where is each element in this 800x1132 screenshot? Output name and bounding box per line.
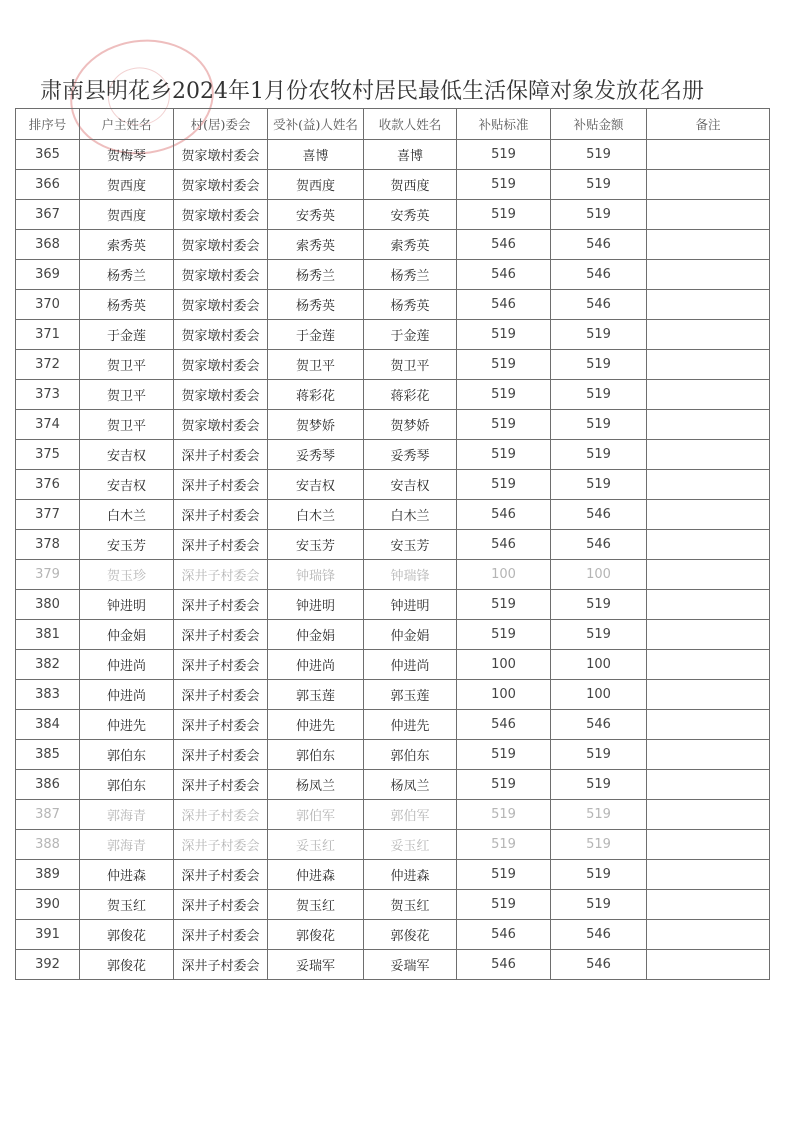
cell-household-head: 贺西度 — [80, 200, 174, 230]
cell-village-committee: 贺家墩村委会 — [174, 260, 268, 290]
cell-village-committee: 深井子村委会 — [174, 560, 268, 590]
table-row — [16, 920, 770, 950]
cell-subsidy-amount: 519 — [551, 470, 647, 500]
cell-village-committee: 深井子村委会 — [174, 470, 268, 500]
cell-household-head: 郭俊花 — [80, 950, 174, 980]
cell-payee: 钟瑞锋 — [364, 560, 457, 590]
cell-sequence: 367 — [16, 200, 80, 230]
cell-remarks — [647, 800, 770, 830]
cell-subsidy-amount: 546 — [551, 230, 647, 260]
cell-beneficiary: 于金莲 — [268, 320, 364, 350]
cell-village-committee: 深井子村委会 — [174, 440, 268, 470]
cell-household-head: 贺卫平 — [80, 380, 174, 410]
cell-subsidy-amount: 519 — [551, 440, 647, 470]
cell-beneficiary: 贺卫平 — [268, 350, 364, 380]
cell-beneficiary: 郭玉莲 — [268, 680, 364, 710]
cell-household-head: 安玉芳 — [80, 530, 174, 560]
table-row — [16, 170, 770, 200]
cell-sequence: 379 — [16, 560, 80, 590]
table-row — [16, 890, 770, 920]
cell-beneficiary: 钟进明 — [268, 590, 364, 620]
cell-sequence: 389 — [16, 860, 80, 890]
cell-household-head: 杨秀兰 — [80, 260, 174, 290]
cell-beneficiary: 妥秀琴 — [268, 440, 364, 470]
cell-remarks — [647, 170, 770, 200]
cell-payee: 蒋彩花 — [364, 380, 457, 410]
cell-payee: 贺卫平 — [364, 350, 457, 380]
cell-beneficiary: 仲进先 — [268, 710, 364, 740]
cell-household-head: 仲进先 — [80, 710, 174, 740]
cell-beneficiary: 安玉芳 — [268, 530, 364, 560]
cell-household-head: 贺玉红 — [80, 890, 174, 920]
cell-beneficiary: 钟瑞锋 — [268, 560, 364, 590]
cell-payee: 安吉权 — [364, 470, 457, 500]
cell-subsidy-amount: 519 — [551, 890, 647, 920]
cell-village-committee: 贺家墩村委会 — [174, 290, 268, 320]
cell-remarks — [647, 950, 770, 980]
cell-subsidy-standard: 519 — [457, 140, 551, 170]
cell-subsidy-standard: 546 — [457, 500, 551, 530]
cell-payee: 索秀英 — [364, 230, 457, 260]
cell-sequence: 392 — [16, 950, 80, 980]
cell-village-committee: 深井子村委会 — [174, 890, 268, 920]
cell-village-committee: 贺家墩村委会 — [174, 350, 268, 380]
cell-household-head: 索秀英 — [80, 230, 174, 260]
cell-subsidy-amount: 546 — [551, 530, 647, 560]
cell-village-committee: 深井子村委会 — [174, 620, 268, 650]
cell-subsidy-standard: 519 — [457, 200, 551, 230]
cell-subsidy-amount: 546 — [551, 920, 647, 950]
cell-subsidy-standard: 519 — [457, 320, 551, 350]
cell-subsidy-amount: 519 — [551, 380, 647, 410]
cell-subsidy-amount: 519 — [551, 860, 647, 890]
cell-payee: 郭伯军 — [364, 800, 457, 830]
table-row — [16, 290, 770, 320]
cell-sequence: 368 — [16, 230, 80, 260]
cell-payee: 安玉芳 — [364, 530, 457, 560]
cell-sequence: 372 — [16, 350, 80, 380]
cell-payee: 于金莲 — [364, 320, 457, 350]
table-row — [16, 500, 770, 530]
cell-remarks — [647, 710, 770, 740]
cell-subsidy-standard: 519 — [457, 830, 551, 860]
document-title: 肃南县明花乡2024年1月份农牧村居民最低生活保障对象发放花名册 — [40, 79, 704, 104]
table-row — [16, 470, 770, 500]
cell-village-committee: 深井子村委会 — [174, 500, 268, 530]
cell-beneficiary: 杨秀英 — [268, 290, 364, 320]
cell-household-head: 贺卫平 — [80, 410, 174, 440]
cell-village-committee: 贺家墩村委会 — [174, 170, 268, 200]
cell-remarks — [647, 560, 770, 590]
cell-subsidy-standard: 519 — [457, 740, 551, 770]
cell-beneficiary: 郭伯东 — [268, 740, 364, 770]
cell-village-committee: 贺家墩村委会 — [174, 230, 268, 260]
cell-remarks — [647, 290, 770, 320]
cell-sequence: 376 — [16, 470, 80, 500]
cell-village-committee: 深井子村委会 — [174, 860, 268, 890]
cell-subsidy-amount: 519 — [551, 740, 647, 770]
cell-village-committee: 深井子村委会 — [174, 590, 268, 620]
cell-subsidy-standard: 546 — [457, 950, 551, 980]
cell-subsidy-standard: 519 — [457, 380, 551, 410]
table-row — [16, 260, 770, 290]
cell-village-committee: 贺家墩村委会 — [174, 380, 268, 410]
cell-subsidy-standard: 519 — [457, 590, 551, 620]
cell-subsidy-amount: 100 — [551, 680, 647, 710]
cell-payee: 杨秀兰 — [364, 260, 457, 290]
cell-remarks — [647, 410, 770, 440]
cell-payee: 杨凤兰 — [364, 770, 457, 800]
cell-household-head: 郭伯东 — [80, 740, 174, 770]
cell-beneficiary: 贺玉红 — [268, 890, 364, 920]
cell-remarks — [647, 500, 770, 530]
cell-subsidy-amount: 546 — [551, 950, 647, 980]
cell-sequence: 387 — [16, 800, 80, 830]
cell-payee: 杨秀英 — [364, 290, 457, 320]
cell-subsidy-standard: 546 — [457, 290, 551, 320]
table-row — [16, 590, 770, 620]
table-row — [16, 830, 770, 860]
cell-household-head: 贺卫平 — [80, 350, 174, 380]
cell-sequence: 375 — [16, 440, 80, 470]
cell-beneficiary: 索秀英 — [268, 230, 364, 260]
cell-subsidy-standard: 519 — [457, 470, 551, 500]
cell-subsidy-standard: 546 — [457, 530, 551, 560]
cell-subsidy-standard: 519 — [457, 890, 551, 920]
cell-payee: 贺玉红 — [364, 890, 457, 920]
cell-household-head: 郭海青 — [80, 830, 174, 860]
cell-beneficiary: 仲进尚 — [268, 650, 364, 680]
column-header-subsidy-amount: 补贴金额 — [551, 109, 647, 140]
cell-village-committee: 贺家墩村委会 — [174, 410, 268, 440]
cell-subsidy-amount: 519 — [551, 770, 647, 800]
cell-subsidy-standard: 546 — [457, 260, 551, 290]
cell-beneficiary: 杨秀兰 — [268, 260, 364, 290]
cell-subsidy-amount: 519 — [551, 590, 647, 620]
cell-beneficiary: 安秀英 — [268, 200, 364, 230]
cell-payee: 妥瑞军 — [364, 950, 457, 980]
cell-village-committee: 深井子村委会 — [174, 740, 268, 770]
table-row — [16, 950, 770, 980]
cell-sequence: 371 — [16, 320, 80, 350]
cell-payee: 白木兰 — [364, 500, 457, 530]
cell-beneficiary: 安吉权 — [268, 470, 364, 500]
cell-sequence: 390 — [16, 890, 80, 920]
cell-village-committee: 深井子村委会 — [174, 800, 268, 830]
cell-subsidy-standard: 546 — [457, 230, 551, 260]
table-row — [16, 230, 770, 260]
table-row — [16, 740, 770, 770]
cell-subsidy-standard: 100 — [457, 650, 551, 680]
cell-subsidy-amount: 100 — [551, 560, 647, 590]
cell-household-head: 贺西度 — [80, 170, 174, 200]
cell-household-head: 贺梅琴 — [80, 140, 174, 170]
cell-sequence: 391 — [16, 920, 80, 950]
table-row — [16, 560, 770, 590]
table-row — [16, 530, 770, 560]
cell-remarks — [647, 230, 770, 260]
cell-household-head: 仲进尚 — [80, 680, 174, 710]
cell-remarks — [647, 530, 770, 560]
cell-subsidy-amount: 546 — [551, 710, 647, 740]
cell-sequence: 365 — [16, 140, 80, 170]
cell-payee: 郭伯东 — [364, 740, 457, 770]
cell-subsidy-standard: 100 — [457, 680, 551, 710]
cell-remarks — [647, 890, 770, 920]
cell-household-head: 郭海青 — [80, 800, 174, 830]
cell-beneficiary: 白木兰 — [268, 500, 364, 530]
cell-subsidy-standard: 519 — [457, 170, 551, 200]
allowance-roster-table — [15, 108, 770, 980]
cell-sequence: 384 — [16, 710, 80, 740]
cell-remarks — [647, 140, 770, 170]
table-row — [16, 800, 770, 830]
table-row — [16, 620, 770, 650]
cell-subsidy-amount: 519 — [551, 410, 647, 440]
column-header-subsidy-standard: 补贴标准 — [457, 109, 551, 140]
cell-subsidy-amount: 546 — [551, 500, 647, 530]
cell-sequence: 369 — [16, 260, 80, 290]
cell-remarks — [647, 830, 770, 860]
cell-remarks — [647, 920, 770, 950]
cell-beneficiary: 郭伯军 — [268, 800, 364, 830]
cell-remarks — [647, 860, 770, 890]
cell-village-committee: 深井子村委会 — [174, 950, 268, 980]
table-row — [16, 140, 770, 170]
column-header-payee: 收款人姓名 — [364, 109, 457, 140]
cell-subsidy-amount: 519 — [551, 800, 647, 830]
cell-payee: 郭玉莲 — [364, 680, 457, 710]
cell-remarks — [647, 650, 770, 680]
table-header-row — [16, 109, 770, 140]
cell-beneficiary: 仲进森 — [268, 860, 364, 890]
cell-remarks — [647, 440, 770, 470]
cell-beneficiary: 妥玉红 — [268, 830, 364, 860]
cell-remarks — [647, 620, 770, 650]
cell-remarks — [647, 200, 770, 230]
table-row — [16, 860, 770, 890]
cell-subsidy-amount: 519 — [551, 620, 647, 650]
cell-payee: 妥玉红 — [364, 830, 457, 860]
cell-subsidy-standard: 519 — [457, 410, 551, 440]
table-row — [16, 650, 770, 680]
cell-remarks — [647, 590, 770, 620]
cell-sequence: 383 — [16, 680, 80, 710]
table-row — [16, 770, 770, 800]
cell-subsidy-standard: 546 — [457, 710, 551, 740]
column-header-sequence: 排序号 — [16, 109, 80, 140]
cell-remarks — [647, 740, 770, 770]
cell-remarks — [647, 260, 770, 290]
table-row — [16, 710, 770, 740]
cell-payee: 贺梦娇 — [364, 410, 457, 440]
cell-payee: 妥秀琴 — [364, 440, 457, 470]
cell-sequence: 377 — [16, 500, 80, 530]
cell-subsidy-amount: 546 — [551, 290, 647, 320]
cell-payee: 仲金娟 — [364, 620, 457, 650]
cell-sequence: 370 — [16, 290, 80, 320]
cell-subsidy-amount: 519 — [551, 140, 647, 170]
cell-beneficiary: 郭俊花 — [268, 920, 364, 950]
cell-subsidy-standard: 519 — [457, 860, 551, 890]
cell-sequence: 373 — [16, 380, 80, 410]
cell-village-committee: 深井子村委会 — [174, 650, 268, 680]
cell-sequence: 386 — [16, 770, 80, 800]
cell-sequence: 381 — [16, 620, 80, 650]
cell-subsidy-amount: 519 — [551, 170, 647, 200]
cell-payee: 安秀英 — [364, 200, 457, 230]
cell-beneficiary: 贺西度 — [268, 170, 364, 200]
cell-sequence: 382 — [16, 650, 80, 680]
cell-subsidy-standard: 100 — [457, 560, 551, 590]
cell-village-committee: 深井子村委会 — [174, 920, 268, 950]
cell-village-committee: 深井子村委会 — [174, 830, 268, 860]
table-row — [16, 320, 770, 350]
cell-beneficiary: 蒋彩花 — [268, 380, 364, 410]
cell-subsidy-standard: 519 — [457, 770, 551, 800]
table-row — [16, 440, 770, 470]
cell-subsidy-standard: 519 — [457, 800, 551, 830]
cell-payee: 仲进尚 — [364, 650, 457, 680]
cell-subsidy-standard: 519 — [457, 350, 551, 380]
cell-household-head: 于金莲 — [80, 320, 174, 350]
cell-payee: 仲进森 — [364, 860, 457, 890]
cell-subsidy-amount: 519 — [551, 320, 647, 350]
cell-remarks — [647, 680, 770, 710]
cell-remarks — [647, 350, 770, 380]
cell-payee: 喜博 — [364, 140, 457, 170]
cell-remarks — [647, 770, 770, 800]
cell-household-head: 安吉权 — [80, 470, 174, 500]
cell-household-head: 仲进尚 — [80, 650, 174, 680]
cell-beneficiary: 妥瑞军 — [268, 950, 364, 980]
cell-household-head: 安吉权 — [80, 440, 174, 470]
cell-village-committee: 深井子村委会 — [174, 710, 268, 740]
table-body — [16, 140, 770, 980]
cell-remarks — [647, 320, 770, 350]
cell-payee: 郭俊花 — [364, 920, 457, 950]
cell-village-committee: 深井子村委会 — [174, 530, 268, 560]
cell-household-head: 贺玉珍 — [80, 560, 174, 590]
cell-beneficiary: 贺梦娇 — [268, 410, 364, 440]
table-row — [16, 680, 770, 710]
cell-household-head: 仲进森 — [80, 860, 174, 890]
column-header-household-head: 户主姓名 — [80, 109, 174, 140]
cell-household-head: 白木兰 — [80, 500, 174, 530]
cell-subsidy-amount: 519 — [551, 830, 647, 860]
cell-remarks — [647, 380, 770, 410]
cell-sequence: 366 — [16, 170, 80, 200]
cell-beneficiary: 仲金娟 — [268, 620, 364, 650]
cell-sequence: 385 — [16, 740, 80, 770]
cell-beneficiary: 杨凤兰 — [268, 770, 364, 800]
cell-sequence: 380 — [16, 590, 80, 620]
cell-subsidy-amount: 519 — [551, 350, 647, 380]
cell-household-head: 仲金娟 — [80, 620, 174, 650]
cell-sequence: 374 — [16, 410, 80, 440]
table-row — [16, 200, 770, 230]
cell-payee: 仲进先 — [364, 710, 457, 740]
cell-village-committee: 贺家墩村委会 — [174, 140, 268, 170]
cell-subsidy-standard: 519 — [457, 440, 551, 470]
cell-household-head: 郭俊花 — [80, 920, 174, 950]
cell-subsidy-amount: 100 — [551, 650, 647, 680]
cell-subsidy-standard: 519 — [457, 620, 551, 650]
column-header-village-committee: 村(居)委会 — [174, 109, 268, 140]
cell-payee: 贺西度 — [364, 170, 457, 200]
cell-payee: 钟进明 — [364, 590, 457, 620]
column-header-beneficiary: 受补(益)人姓名 — [268, 109, 364, 140]
cell-subsidy-amount: 519 — [551, 200, 647, 230]
cell-beneficiary: 喜博 — [268, 140, 364, 170]
column-header-remarks: 备注 — [647, 109, 770, 140]
cell-village-committee: 贺家墩村委会 — [174, 200, 268, 230]
cell-sequence: 388 — [16, 830, 80, 860]
table-row — [16, 380, 770, 410]
cell-household-head: 杨秀英 — [80, 290, 174, 320]
cell-household-head: 钟进明 — [80, 590, 174, 620]
cell-subsidy-amount: 546 — [551, 260, 647, 290]
table-row — [16, 410, 770, 440]
cell-village-committee: 深井子村委会 — [174, 770, 268, 800]
cell-remarks — [647, 470, 770, 500]
cell-subsidy-standard: 546 — [457, 920, 551, 950]
cell-village-committee: 深井子村委会 — [174, 680, 268, 710]
cell-household-head: 郭伯东 — [80, 770, 174, 800]
table-row — [16, 350, 770, 380]
cell-village-committee: 贺家墩村委会 — [174, 320, 268, 350]
cell-sequence: 378 — [16, 530, 80, 560]
